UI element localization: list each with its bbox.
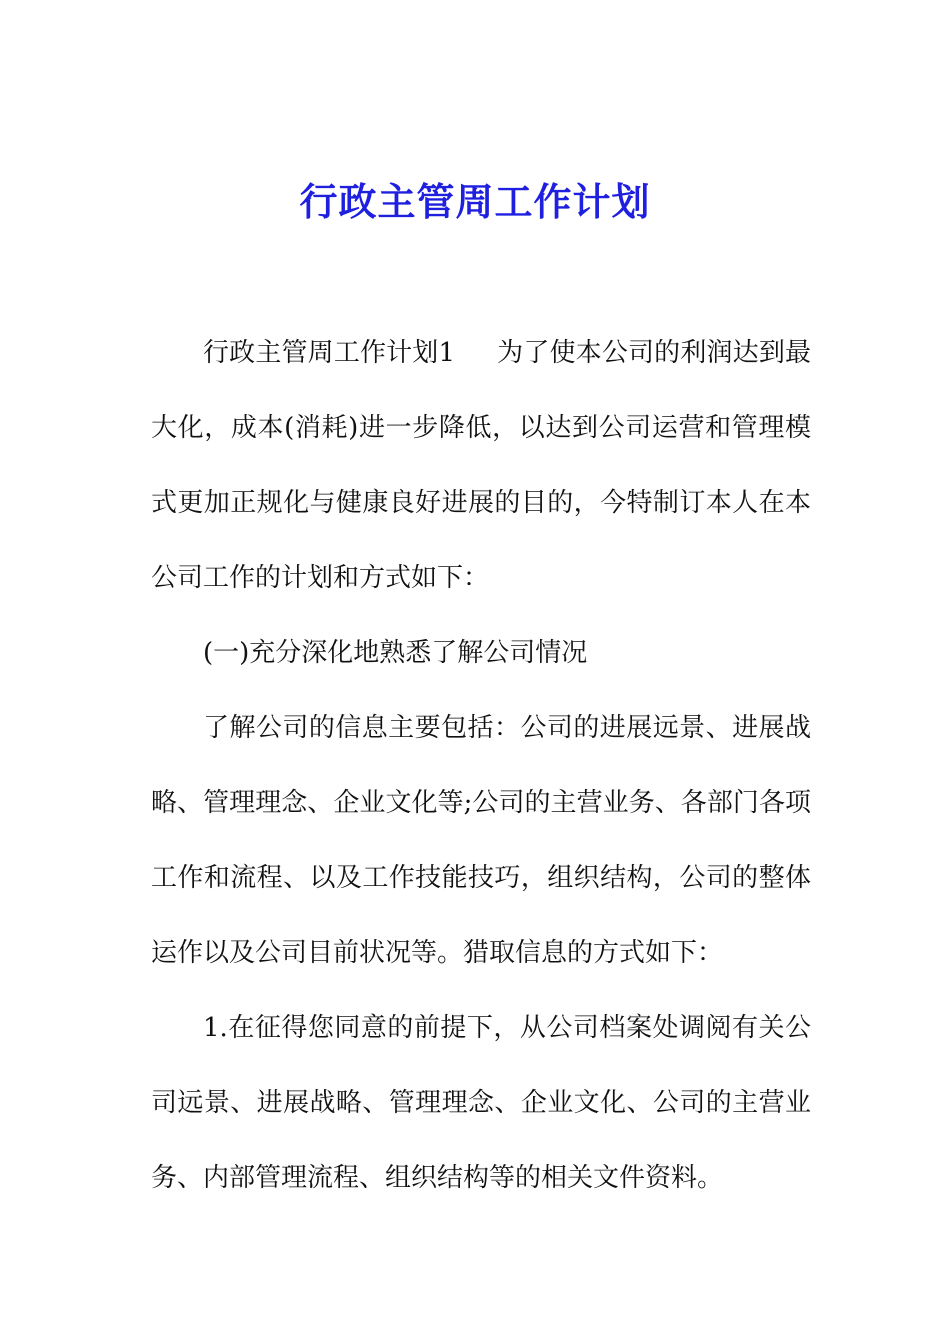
paragraph-intro — [151, 316, 811, 616]
paragraph-item-1: 1.在征得您同意的前提下，从公司档案处调阅有关公司远景、进展战略、管理理念、企业文化、公司的主营业务、内部管理流程、组织结构等的相关文件资料。 — [151, 1013, 811, 1193]
document-body — [151, 316, 811, 1216]
section-heading: (一)充分深化地熟悉了解公司情况 — [203, 638, 588, 668]
document-title: 行政主管周工作计划 — [299, 179, 651, 224]
paragraph-text: 为了使本公司的利润达到最大化，成本(消耗)进一步降低，以达到公司运营和管理模式更加正规化与健康良好进展的目的，今特制订本人在本公司工作的计划和方式如下： — [151, 338, 811, 593]
paragraph-info: 了解公司的信息主要包括：公司的进展远景、进展战略、管理理念、企业文化等;公司的主营业务、各部门各项工作和流程、以及工作技能技巧，组织结构，公司的整体运作以及公司目前状况等。猎取信息的方式如下： — [151, 713, 811, 968]
paragraph-lead: 行政主管周工作计划1 — [203, 338, 456, 368]
